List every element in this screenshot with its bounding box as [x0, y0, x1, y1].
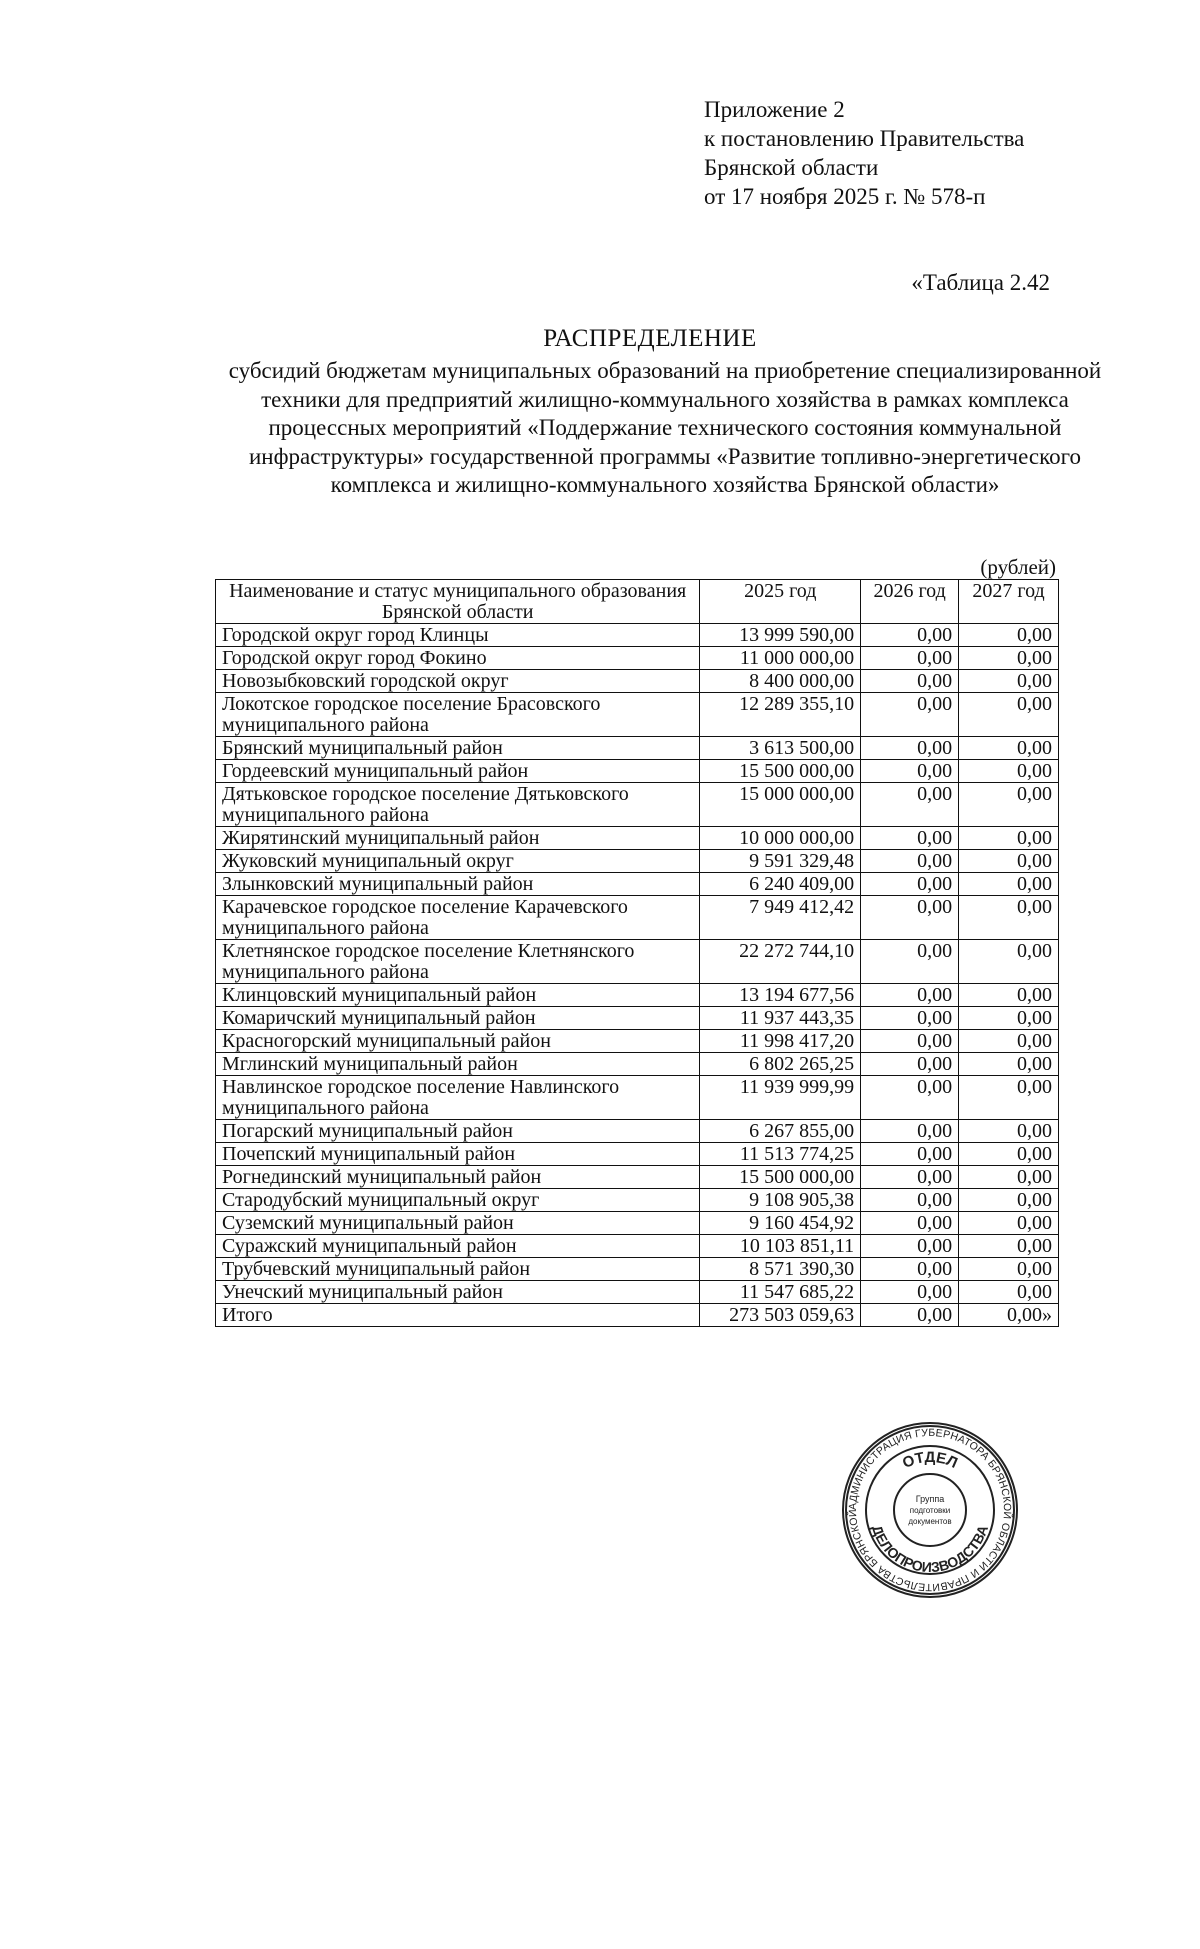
header-year-2026: 2026 год — [861, 580, 959, 624]
table-row — [216, 670, 1059, 693]
value-2026-cell: 0,00 — [861, 1053, 959, 1076]
value-2025-cell: 6 240 409,00 — [700, 873, 861, 896]
value-2025-cell: 9 108 905,38 — [700, 1189, 861, 1212]
table-row — [216, 783, 1059, 827]
value-2026-cell: 0,00 — [861, 827, 959, 850]
table-label: «Таблица 2.42 — [911, 270, 1050, 295]
table-total-row — [216, 1304, 1059, 1327]
municipality-cell: Клинцовский муниципальный район — [216, 984, 700, 1007]
municipality-cell: Жирятинский муниципальный район — [216, 827, 700, 850]
value-2027-cell: 0,00 — [959, 984, 1059, 1007]
municipality-cell: Клетнянское городское поселение Клетнянского муниципального района — [216, 940, 700, 984]
table-row — [216, 760, 1059, 783]
stamp-bottom-text: ДЕЛОПРОИЗВОДСТВА — [868, 1522, 992, 1576]
value-2027-cell: 0,00 — [959, 940, 1059, 984]
value-2027-cell: 0,00 — [959, 624, 1059, 647]
table-row — [216, 624, 1059, 647]
table-row — [216, 1076, 1059, 1120]
appendix-reference: к постановлению Правительства — [704, 126, 1025, 151]
value-2027-cell: 0,00 — [959, 1189, 1059, 1212]
municipality-cell: Унечский муниципальный район — [216, 1281, 700, 1304]
municipality-cell: Дятьковское городское поселение Дятьковского муниципального района — [216, 783, 700, 827]
value-2025-cell: 11 998 417,20 — [700, 1030, 861, 1053]
municipality-cell: Навлинское городское поселение Навлинского муниципального района — [216, 1076, 700, 1120]
value-2026-cell: 0,00 — [861, 1076, 959, 1120]
value-2027-cell: 0,00 — [959, 760, 1059, 783]
value-2025-cell: 12 289 355,10 — [700, 693, 861, 737]
total-2026: 0,00 — [861, 1304, 959, 1327]
stamp-center-line1: Группа — [915, 1494, 945, 1504]
municipality-cell: Погарский муниципальный район — [216, 1120, 700, 1143]
value-2025-cell: 7 949 412,42 — [700, 896, 861, 940]
value-2027-cell: 0,00 — [959, 693, 1059, 737]
value-2026-cell: 0,00 — [861, 737, 959, 760]
table-row — [216, 1143, 1059, 1166]
value-2026-cell: 0,00 — [861, 760, 959, 783]
stamp-center-line3: документов — [908, 1517, 952, 1526]
value-2026-cell: 0,00 — [861, 896, 959, 940]
municipality-cell: Злынковский муниципальный район — [216, 873, 700, 896]
value-2026-cell: 0,00 — [861, 1281, 959, 1304]
table-row — [216, 1281, 1059, 1304]
stamp-top-text: ОТДЕЛ — [900, 1448, 961, 1472]
municipality-cell: Карачевское городское поселение Карачевского муниципального района — [216, 896, 700, 940]
value-2025-cell: 8 400 000,00 — [700, 670, 861, 693]
value-2027-cell: 0,00 — [959, 1258, 1059, 1281]
municipality-cell: Мглинский муниципальный район — [216, 1053, 700, 1076]
value-2026-cell: 0,00 — [861, 1235, 959, 1258]
value-2026-cell: 0,00 — [861, 1143, 959, 1166]
value-2027-cell: 0,00 — [959, 1053, 1059, 1076]
municipality-cell: Почепский муниципальный район — [216, 1143, 700, 1166]
header-municipality: Наименование и статус муниципального образования Брянской области — [216, 580, 700, 624]
table-row — [216, 1212, 1059, 1235]
table-row — [216, 896, 1059, 940]
value-2027-cell: 0,00 — [959, 873, 1059, 896]
table-header-row — [216, 580, 1059, 624]
value-2025-cell: 13 999 590,00 — [700, 624, 861, 647]
appendix-number: Приложение 2 — [704, 97, 845, 122]
municipality-cell: Локотское городское поселение Брасовского муниципального района — [216, 693, 700, 737]
units-label: (рублей) — [980, 555, 1056, 579]
value-2027-cell: 0,00 — [959, 1235, 1059, 1258]
table-row — [216, 647, 1059, 670]
value-2026-cell: 0,00 — [861, 1166, 959, 1189]
value-2027-cell: 0,00 — [959, 896, 1059, 940]
value-2026-cell: 0,00 — [861, 1212, 959, 1235]
stamp-ring-text: АДМИНИСТРАЦИЯ ГУБЕРНАТОРА БРЯНСКОЙ ОБЛАСТИ И ПРАВИТЕЛЬСТВА БРЯНСКОЙ — [846, 1426, 1014, 1594]
value-2025-cell: 22 272 744,10 — [700, 940, 861, 984]
table-row — [216, 1053, 1059, 1076]
municipality-cell: Городской округ город Фокино — [216, 647, 700, 670]
table-row — [216, 940, 1059, 984]
value-2027-cell: 0,00 — [959, 1166, 1059, 1189]
value-2026-cell: 0,00 — [861, 1258, 959, 1281]
value-2026-cell: 0,00 — [861, 1007, 959, 1030]
value-2027-cell: 0,00 — [959, 1281, 1059, 1304]
value-2025-cell: 15 000 000,00 — [700, 783, 861, 827]
municipality-cell: Красногорский муниципальный район — [216, 1030, 700, 1053]
table-row — [216, 1189, 1059, 1212]
value-2025-cell: 6 802 265,25 — [700, 1053, 861, 1076]
municipality-cell: Суземский муниципальный район — [216, 1212, 700, 1235]
value-2026-cell: 0,00 — [861, 984, 959, 1007]
value-2025-cell: 11 513 774,25 — [700, 1143, 861, 1166]
value-2025-cell: 15 500 000,00 — [700, 1166, 861, 1189]
value-2025-cell: 11 000 000,00 — [700, 647, 861, 670]
value-2027-cell: 0,00 — [959, 647, 1059, 670]
value-2025-cell: 8 571 390,30 — [700, 1258, 861, 1281]
value-2026-cell: 0,00 — [861, 783, 959, 827]
municipality-cell: Рогнединский муниципальный район — [216, 1166, 700, 1189]
value-2025-cell: 10 000 000,00 — [700, 827, 861, 850]
table-row — [216, 693, 1059, 737]
svg-text:ОТДЕЛ — [900, 1449, 960, 1472]
municipality-cell: Трубчевский муниципальный район — [216, 1258, 700, 1281]
value-2025-cell: 9 160 454,92 — [700, 1212, 861, 1235]
value-2025-cell: 11 939 999,99 — [700, 1076, 861, 1120]
value-2027-cell: 0,00 — [959, 1030, 1059, 1053]
value-2025-cell: 3 613 500,00 — [700, 737, 861, 760]
municipality-cell: Стародубский муниципальный округ — [216, 1189, 700, 1212]
table-row — [216, 1030, 1059, 1053]
value-2025-cell: 6 267 855,00 — [700, 1120, 861, 1143]
value-2027-cell: 0,00 — [959, 1007, 1059, 1030]
municipality-cell: Комаричский муниципальный район — [216, 1007, 700, 1030]
municipality-cell: Брянский муниципальный район — [216, 737, 700, 760]
header-year-2027: 2027 год — [959, 580, 1059, 624]
value-2027-cell: 0,00 — [959, 1120, 1059, 1143]
table-row — [216, 1235, 1059, 1258]
value-2026-cell: 0,00 — [861, 850, 959, 873]
value-2026-cell: 0,00 — [861, 940, 959, 984]
value-2026-cell: 0,00 — [861, 1120, 959, 1143]
stamp-seal-icon — [840, 1420, 1020, 1600]
value-2026-cell: 0,00 — [861, 1030, 959, 1053]
value-2027-cell: 0,00 — [959, 850, 1059, 873]
table-row — [216, 873, 1059, 896]
total-2025: 273 503 059,63 — [700, 1304, 861, 1327]
municipality-cell: Жуковский муниципальный округ — [216, 850, 700, 873]
table-row — [216, 827, 1059, 850]
allocation-table — [215, 579, 1059, 1327]
table-row — [216, 984, 1059, 1007]
table-row — [216, 1258, 1059, 1281]
total-label: Итого — [216, 1304, 700, 1327]
value-2026-cell: 0,00 — [861, 693, 959, 737]
value-2027-cell: 0,00 — [959, 783, 1059, 827]
table-body — [216, 624, 1059, 1304]
value-2027-cell: 0,00 — [959, 737, 1059, 760]
value-2027-cell: 0,00 — [959, 670, 1059, 693]
value-2026-cell: 0,00 — [861, 647, 959, 670]
table-row — [216, 1166, 1059, 1189]
document-subtitle: субсидий бюджетам муниципальных образований на приобретение специализированной техники для предприятий жилищно-коммунального хозяйства в рамках комплекса процессных мероприятий «Поддержание технического состояния коммунальной инфраструктуры» государственной программы «Развитие топливно-энергетического комплекса и жилищно-коммунального хозяйства Брянской области» — [228, 358, 1102, 497]
header-year-2025: 2025 год — [700, 580, 861, 624]
value-2025-cell: 10 103 851,11 — [700, 1235, 861, 1258]
document-title: РАСПРЕДЕЛЕНИЕ — [543, 325, 757, 352]
value-2027-cell: 0,00 — [959, 1143, 1059, 1166]
value-2027-cell: 0,00 — [959, 1076, 1059, 1120]
value-2025-cell: 11 547 685,22 — [700, 1281, 861, 1304]
table-row — [216, 1007, 1059, 1030]
value-2026-cell: 0,00 — [861, 1189, 959, 1212]
municipality-cell: Городской округ город Клинцы — [216, 624, 700, 647]
total-2027: 0,00» — [959, 1304, 1059, 1327]
appendix-region: Брянской области — [704, 155, 879, 180]
value-2025-cell: 15 500 000,00 — [700, 760, 861, 783]
table-row — [216, 1120, 1059, 1143]
municipality-cell: Гордеевский муниципальный район — [216, 760, 700, 783]
appendix-date-number: от 17 ноября 2025 г. № 578-п — [704, 184, 986, 209]
value-2027-cell: 0,00 — [959, 1212, 1059, 1235]
value-2026-cell: 0,00 — [861, 624, 959, 647]
table-row — [216, 850, 1059, 873]
value-2025-cell: 9 591 329,48 — [700, 850, 861, 873]
official-stamp — [840, 1420, 1020, 1600]
table-row — [216, 737, 1059, 760]
stamp-center-line2: подготовки — [909, 1506, 951, 1515]
municipality-cell: Новозыбковский городской округ — [216, 670, 700, 693]
value-2027-cell: 0,00 — [959, 827, 1059, 850]
value-2026-cell: 0,00 — [861, 873, 959, 896]
value-2026-cell: 0,00 — [861, 670, 959, 693]
appendix-header — [704, 95, 1024, 211]
municipality-cell: Суражский муниципальный район — [216, 1235, 700, 1258]
value-2025-cell: 13 194 677,56 — [700, 984, 861, 1007]
value-2025-cell: 11 937 443,35 — [700, 1007, 861, 1030]
